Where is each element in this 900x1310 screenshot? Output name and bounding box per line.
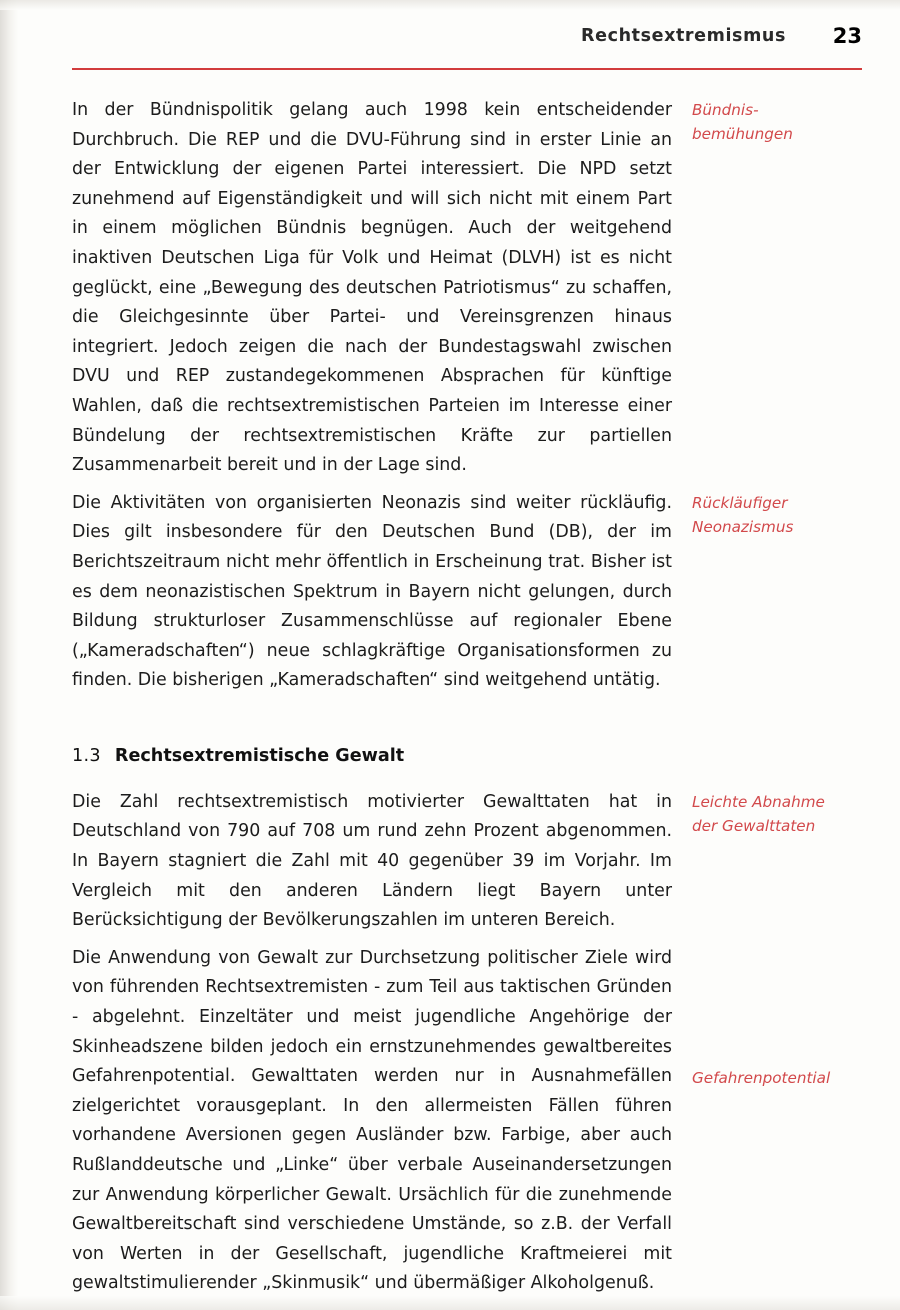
body-column	[72, 489, 672, 696]
margin-note-line: der Gewalttaten	[692, 816, 816, 835]
margin-note-line: Rückläufiger	[692, 493, 788, 512]
paragraph-text: Die Aktivitäten von organisierten Neonazis sind weiter rückläufig. Dies gilt insbesondere für den Deutschen Bund (DB), der im Berichtszeitraum nicht mehr öffentlich in Erscheinung trat. Bisher ist es dem neonazistischen Spektrum in Bayern nicht gelungen, durch Bildung strukturloser Zusammenschlüsse auf regionaler Ebene („Kameradschaften“) neue schlagkräftige Organisationsformen zu finden. Die bisherigen „Kameradschaften“ sind weitgehend untätig.	[72, 492, 672, 691]
margin-note-line: Bündnis-	[692, 101, 759, 119]
margin-note-line: Leichte Abnahme	[692, 792, 825, 811]
scan-edge-top	[0, 0, 900, 10]
paragraph-text: In der Bündnispolitik gelang auch 1998 kein entscheidender Durchbruch. Die REP und die DVU-Führung sind in erster Linie an der Entwicklung der eigenen Partei interessiert. Die NPD setzt zunehmend auf Eigenständigkeit und will sich nicht mit einem Part in einem möglichen Bündnis begnügen. Auch der weitgehend inaktiven Deutschen Liga für Volk und Heimat (DLVH) ist es nicht geglückt, eine „Bewegung des deutschen Patriotismus“ zu schaffen, die Gleichgesinnte über Partei- und Vereinsgrenzen hinaus integriert. Jedoch zeigen die nach der Bundestagswahl zwischen DVU und REP zustandegekommenen Absprachen für künftige Wahlen, daß die rechtsextremistischen Parteien im Interesse einer Bündelung der rechtsextremistischen Kräfte zur partiellen Zusammenarbeit bereit und in der Lage sind.	[72, 100, 672, 476]
margin-note-bundnisbemuehungen	[692, 98, 872, 146]
margin-note-rueckläufiger-neonazismus	[692, 491, 872, 539]
margin-note-leichte-abnahme	[692, 790, 872, 838]
paragraph-block-bundnispolitik	[72, 96, 862, 481]
page-header	[72, 26, 862, 70]
paragraph-text: Die Anwendung von Gewalt zur Durchsetzung politischer Ziele wird von führenden Rechtsextremisten - zum Teil aus taktischen Gründen - abgelehnt. Einzeltäter und meist jugendliche Angehörige der Skinheadszene bilden jedoch ein ernstzunehmendes gewaltbereites Gefahrenpotential. Gewalttaten werden nur in Ausnahmefällen zielgerichtet vorausgeplant. In den allermeisten Fällen führen vorhandene Aversionen gegen Ausländer bzw. Farbige, aber auch Rußlanddeutsche und „Linke“ über verbale Auseinandersetzungen zur Anwendung körperlicher Gewalt. Ursächlich für die zunehmende Gewaltbereitschaft sind verschiedene Umstände, so z.B. der Verfall von Werten in der Gesellschaft, jugendliche Kraftmeierei mit gewaltstimulierender „Skinmusik“ und übermäßiger Alkoholgenuß.	[72, 947, 672, 1294]
margin-note-gefahrenpotential	[692, 1066, 872, 1090]
margin-note-line: Neonazismus	[692, 517, 794, 536]
paragraph-text: Die Zahl rechtsextremistisch motivierter Gewalttaten hat in Deutschland von 790 auf 708 um rund zehn Prozent abgenommen. In Bayern stagniert die Zahl mit 40 gegenüber 39 im Vorjahr. Im Vergleich mit den anderen Ländern liegt Bayern unter Berücksichtigung der Bevölkerungszahlen im unteren Bereich.	[72, 791, 672, 931]
section-title: Rechtsextremistische Gewalt	[114, 745, 405, 766]
body-column	[72, 96, 672, 481]
header-divider-rule	[72, 68, 862, 70]
section-heading	[72, 746, 862, 766]
running-head-title: Rechtsextremismus	[581, 26, 786, 46]
paragraph-block-neonazis	[72, 489, 862, 696]
paragraph-block-gefahrenpotential	[72, 944, 862, 1299]
page-content	[72, 96, 862, 1307]
margin-note-line: bemühungen	[692, 125, 793, 143]
section-number: 1.3	[72, 745, 101, 766]
body-column	[72, 788, 672, 936]
paragraph-block-gewalttaten	[72, 788, 862, 936]
margin-note-line: Gefahrenpotential	[692, 1068, 831, 1087]
scan-edge-left	[0, 0, 18, 1310]
body-column	[72, 944, 672, 1299]
page-number: 23	[832, 24, 862, 48]
